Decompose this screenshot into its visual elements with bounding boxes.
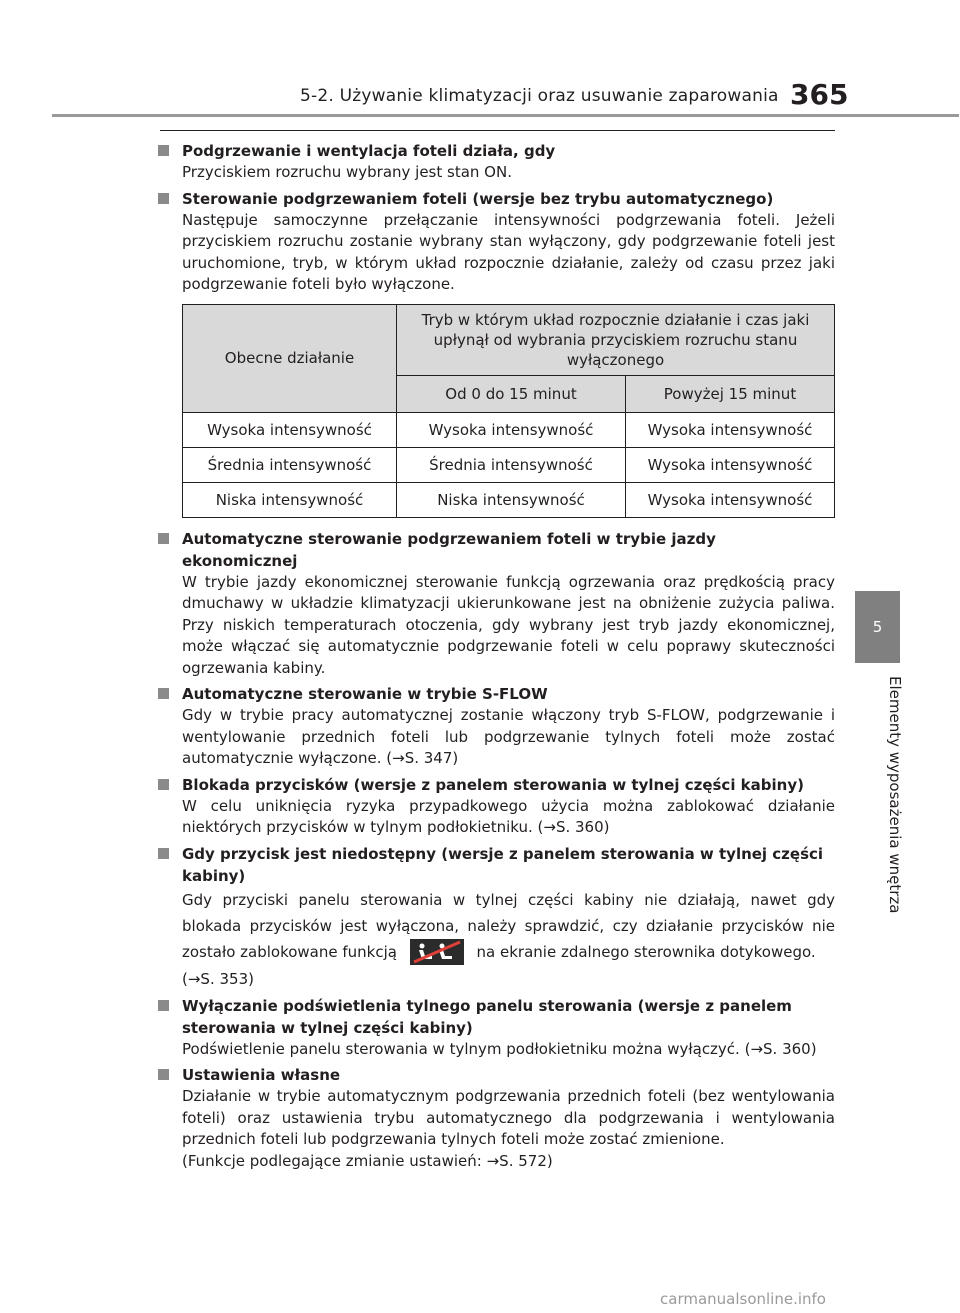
- table-subheader: Powyżej 15 minut: [626, 375, 835, 412]
- section-body-reference: (→S. 353): [182, 970, 254, 988]
- section-body: [182, 887, 835, 991]
- section-heading-text: Sterowanie podgrzewaniem foteli (wersje bez trybu automatycznego): [182, 189, 774, 208]
- square-bullet-icon: [158, 193, 169, 204]
- section-body-text: W celu uniknięcia ryzyka przypadkowego użycia można zablokować działanie niektórych przycisków w tylnym podłokietniku. (→S. 360): [182, 796, 835, 836]
- section-heading-text: Automatyczne sterowanie podgrzewaniem foteli w trybie jazdy ekonomicznej: [182, 529, 716, 570]
- table-cell: Średnia intensywność: [183, 447, 397, 482]
- section-heading-text: Wyłączanie podświetlenia tylnego panelu sterowania (wersje z panelem sterowania w tylnej części kabiny): [182, 996, 792, 1037]
- section-body-text: W trybie jazdy ekonomicznej sterowanie funkcją ogrzewania oraz prędkością pracy dmuchawy w układzie klimatyzacji ukierunkowane jest na obniżenie zużycia paliwa. Przy niskich temperaturach otoczenia, gdy wybrany jest tryb jazdy ekonomicznej, może włączać się automatycznie podgrzewanie foteli w celu poprawy skuteczności ogrzewania kabiny.: [182, 572, 835, 677]
- section-heading: [155, 1064, 835, 1086]
- section-custom-settings: [155, 1064, 835, 1172]
- body-text-before-icon: Gdy przyciski panelu sterowania w tylnej części kabiny nie działają, nawet gdy blokada przycisków jest wyłączona, należy sprawdzić, czy działanie przycisków nie zostało zablokowane funkcją: [182, 890, 835, 961]
- section-body: [182, 162, 835, 184]
- section-heating-control: [155, 188, 835, 296]
- section-heading: [155, 188, 835, 210]
- section-heading-text: Automatyczne sterowanie w trybie S-FLOW: [182, 685, 548, 703]
- table-cell: Wysoka intensywność: [626, 482, 835, 517]
- table-cell: Wysoka intensywność: [626, 447, 835, 482]
- section-s-flow: [155, 683, 835, 770]
- section-heading: [155, 995, 835, 1039]
- table-row: [183, 412, 835, 447]
- page-content: [155, 140, 835, 1176]
- table-subheader: Od 0 do 15 minut: [397, 375, 626, 412]
- table-header-group: Tryb w którym układ rozpocznie działanie i czas jaki upłynął od wybrania przyciskiem rozruchu stanu wyłączonego: [397, 304, 835, 375]
- section-heading-text: Ustawienia własne: [182, 1066, 341, 1084]
- square-bullet-icon: [158, 145, 169, 156]
- table-row: [183, 482, 835, 517]
- section-body: [182, 1086, 835, 1172]
- section-backlight-off: [155, 995, 835, 1061]
- section-heading: [155, 683, 835, 705]
- watermark: carmanualsonline.info: [660, 1290, 826, 1308]
- body-text-after-icon: na ekranie zdalnego sterownika dotykowego.: [476, 942, 816, 961]
- section-heading: [155, 140, 835, 162]
- seat-lock-icon: [410, 939, 464, 965]
- page-number: 365: [790, 78, 849, 111]
- section-body: [182, 572, 835, 680]
- section-body-text: [182, 887, 835, 966]
- square-bullet-icon: [158, 779, 169, 790]
- square-bullet-icon: [158, 848, 169, 859]
- square-bullet-icon: [158, 533, 169, 544]
- table-cell: Niska intensywność: [183, 482, 397, 517]
- chapter-tab[interactable]: 5: [855, 591, 900, 663]
- square-bullet-icon: [158, 1000, 169, 1011]
- content-divider: [160, 130, 835, 131]
- section-body-text: Działanie w trybie automatycznym podgrzewania przednich foteli (bez wentylowania foteli) oraz ustawienia trybu automatycznego dla podgrzewania i wentylowania przednich foteli lub podgrzewania tylnych foteli może zostać zmienione.: [182, 1087, 835, 1148]
- section-body-text: Podświetlenie panelu sterowania w tylnym podłokietniku można wyłączyć. (→S. 360): [182, 1039, 817, 1058]
- square-bullet-icon: [158, 688, 169, 699]
- section-body: [182, 705, 835, 770]
- table-cell: Wysoka intensywność: [183, 412, 397, 447]
- section-body-text: Następuje samoczynne przełączanie intensywności podgrzewania foteli. Jeżeli przyciskiem rozruchu zostanie wybrany stan wyłączony, gdy podgrzewanie foteli jest uruchomione, tryb, w którym układ rozpocznie działanie, zależy od czasu przez jaki podgrzewanie foteli było wyłączone.: [182, 210, 835, 293]
- section-heading: [155, 843, 835, 887]
- section-body: [182, 210, 835, 296]
- section-body-text: Gdy w trybie pracy automatycznej zostanie włączony tryb S-FLOW, podgrzewanie i wentylowanie przednich foteli lub podgrzewanie tylnych foteli może zostać automatycznie wyłączone. (→S. 347): [182, 706, 835, 767]
- section-button-unavailable: [155, 843, 835, 991]
- section-button-lock: [155, 774, 835, 839]
- table-cell: Wysoka intensywność: [397, 412, 626, 447]
- section-heading: [155, 774, 835, 796]
- header-divider: [52, 114, 959, 117]
- section-heading-text: Blokada przycisków (wersje z panelem sterowania w tylnej części kabiny): [182, 775, 804, 794]
- section-seat-conditions: [155, 140, 835, 184]
- section-eco-mode: [155, 528, 835, 680]
- section-title: 5-2. Używanie klimatyzacji oraz usuwanie zaparowania: [300, 86, 779, 106]
- section-body-reference: (Funkcje podlegające zmianie ustawień: →S. 572): [182, 1151, 553, 1170]
- section-heading-text: Podgrzewanie i wentylacja foteli działa, gdy: [182, 142, 556, 160]
- table-header-current: Obecne działanie: [183, 304, 397, 412]
- section-heading: [155, 528, 835, 572]
- square-bullet-icon: [158, 1069, 169, 1080]
- chapter-title: Elementy wyposażenia wnętrza: [886, 676, 904, 914]
- section-body: [182, 796, 835, 839]
- table-cell: Niska intensywność: [397, 482, 626, 517]
- heating-mode-table: [182, 304, 835, 518]
- table-cell: Średnia intensywność: [397, 447, 626, 482]
- section-body: [182, 1039, 835, 1061]
- table-cell: Wysoka intensywność: [626, 412, 835, 447]
- table-row: [183, 447, 835, 482]
- section-heading-text: Gdy przycisk jest niedostępny (wersje z panelem sterowania w tylnej części kabiny): [182, 844, 824, 885]
- section-body-text: Przyciskiem rozruchu wybrany jest stan ON.: [182, 163, 512, 181]
